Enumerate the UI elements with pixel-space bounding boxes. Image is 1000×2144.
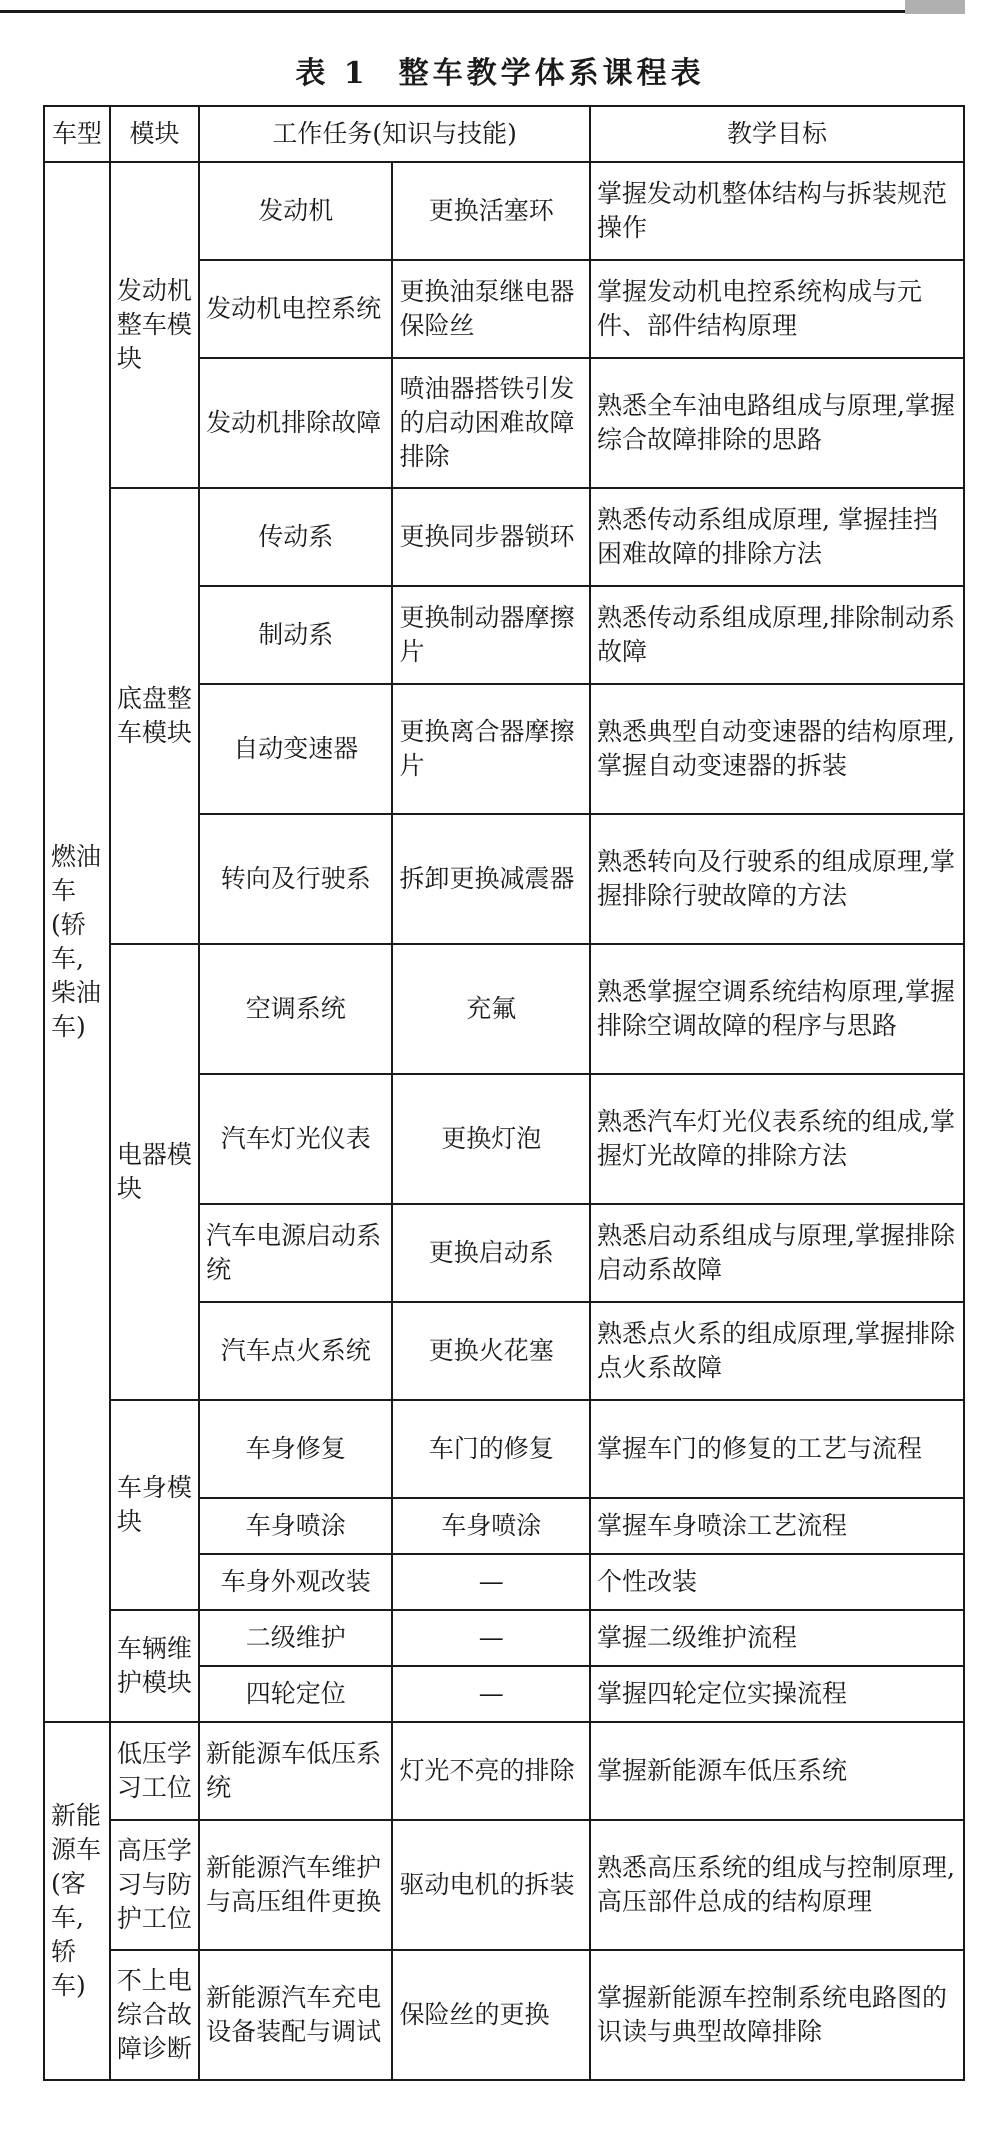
course-table [43,105,965,2081]
module-cell: 发动机整车模块 [110,162,199,488]
goal-cell: 熟悉转向及行驶系的组成原理,掌握排除行驶故障的方法 [590,814,964,944]
table-number: 表 1 [295,56,369,91]
table-row [44,1722,964,1820]
system-cell: 发动机排除故障 [199,358,392,488]
page-corner-block [905,0,965,14]
goal-cell: 掌握四轮定位实操流程 [590,1666,964,1722]
goal-cell: 熟悉启动系组成与原理,掌握排除启动系故障 [590,1204,964,1302]
system-cell: 四轮定位 [199,1666,392,1722]
goal-cell: 掌握发动机电控系统构成与元件、部件结构原理 [590,260,964,358]
goal-cell: 熟悉传动系组成原理, 掌握挂挡困难故障的排除方法 [590,488,964,586]
task-cell: — [392,1610,590,1666]
header-goal: 教学目标 [590,106,964,162]
system-cell: 转向及行驶系 [199,814,392,944]
module-cell: 电器模块 [110,944,199,1400]
table-row [44,1820,964,1950]
system-cell: 汽车电源启动系统 [199,1204,392,1302]
system-cell: 传动系 [199,488,392,586]
table-row [44,1400,964,1498]
module-cell: 车辆维护模块 [110,1610,199,1722]
system-cell: 汽车灯光仪表 [199,1074,392,1204]
module-cell: 底盘整车模块 [110,488,199,944]
system-cell: 发动机电控系统 [199,260,392,358]
task-cell: 更换活塞环 [392,162,590,260]
task-cell: 更换灯泡 [392,1074,590,1204]
system-cell: 车身外观改装 [199,1554,392,1610]
system-cell: 新能源汽车充电设备装配与调试 [199,1950,392,2080]
goal-cell: 熟悉点火系的组成原理,掌握排除点火系故障 [590,1302,964,1400]
system-cell: 发动机 [199,162,392,260]
goal-cell: 熟悉典型自动变速器的结构原理,掌握自动变速器的拆装 [590,684,964,814]
system-cell: 车身修复 [199,1400,392,1498]
task-cell: 保险丝的更换 [392,1950,590,2080]
task-cell: 车身喷涂 [392,1498,590,1554]
task-cell: 更换启动系 [392,1204,590,1302]
system-cell: 汽车点火系统 [199,1302,392,1400]
task-cell: 更换火花塞 [392,1302,590,1400]
task-cell: 更换油泵继电器保险丝 [392,260,590,358]
task-cell: 更换离合器摩擦片 [392,684,590,814]
task-cell: — [392,1554,590,1610]
task-cell: 驱动电机的拆装 [392,1820,590,1950]
module-cell: 车身模块 [110,1400,199,1610]
header-row [44,106,964,162]
vehicle-type-cell: 燃油车(轿车,柴油车) [44,162,110,1722]
system-cell: 新能源汽车维护与高压组件更换 [199,1820,392,1950]
goal-cell: 熟悉全车油电路组成与原理,掌握综合故障排除的思路 [590,358,964,488]
vehicle-type-cell: 新能源车(客车,轿车) [44,1722,110,2080]
task-cell: 灯光不亮的排除 [392,1722,590,1820]
header-module: 模块 [110,106,199,162]
top-rule [0,10,905,13]
goal-cell: 熟悉掌握空调系统结构原理,掌握排除空调故障的程序与思路 [590,944,964,1074]
task-cell: 拆卸更换减震器 [392,814,590,944]
table-row [44,1610,964,1666]
goal-cell: 掌握车门的修复的工艺与流程 [590,1400,964,1498]
task-cell: 车门的修复 [392,1400,590,1498]
table-row [44,1950,964,2080]
goal-cell: 掌握车身喷涂工艺流程 [590,1498,964,1554]
goal-cell: 掌握新能源车控制系统电路图的识读与典型故障排除 [590,1950,964,2080]
task-cell: 喷油器搭铁引发的启动困难故障排除 [392,358,590,488]
system-cell: 制动系 [199,586,392,684]
task-cell: 充氟 [392,944,590,1074]
table-row [44,162,964,260]
goal-cell: 掌握二级维护流程 [590,1610,964,1666]
system-cell: 车身喷涂 [199,1498,392,1554]
system-cell: 自动变速器 [199,684,392,814]
table-caption [0,48,1000,92]
table-title: 整车教学体系课程表 [398,56,705,91]
system-cell: 新能源车低压系统 [199,1722,392,1820]
goal-cell: 熟悉高压系统的组成与控制原理,高压部件总成的结构原理 [590,1820,964,1950]
module-cell: 低压学习工位 [110,1722,199,1820]
goal-cell: 熟悉传动系组成原理,排除制动系故障 [590,586,964,684]
header-work-task: 工作任务(知识与技能) [199,106,590,162]
module-cell: 高压学习与防护工位 [110,1820,199,1950]
task-cell: — [392,1666,590,1722]
system-cell: 空调系统 [199,944,392,1074]
system-cell: 二级维护 [199,1610,392,1666]
goal-cell: 掌握发动机整体结构与拆装规范操作 [590,162,964,260]
goal-cell: 掌握新能源车低压系统 [590,1722,964,1820]
task-cell: 更换制动器摩擦片 [392,586,590,684]
header-vehicle-type: 车型 [44,106,110,162]
goal-cell: 个性改装 [590,1554,964,1610]
table-row [44,944,964,1074]
task-cell: 更换同步器锁环 [392,488,590,586]
table-row [44,488,964,586]
module-cell: 不上电综合故障诊断 [110,1950,199,2080]
goal-cell: 熟悉汽车灯光仪表系统的组成,掌握灯光故障的排除方法 [590,1074,964,1204]
